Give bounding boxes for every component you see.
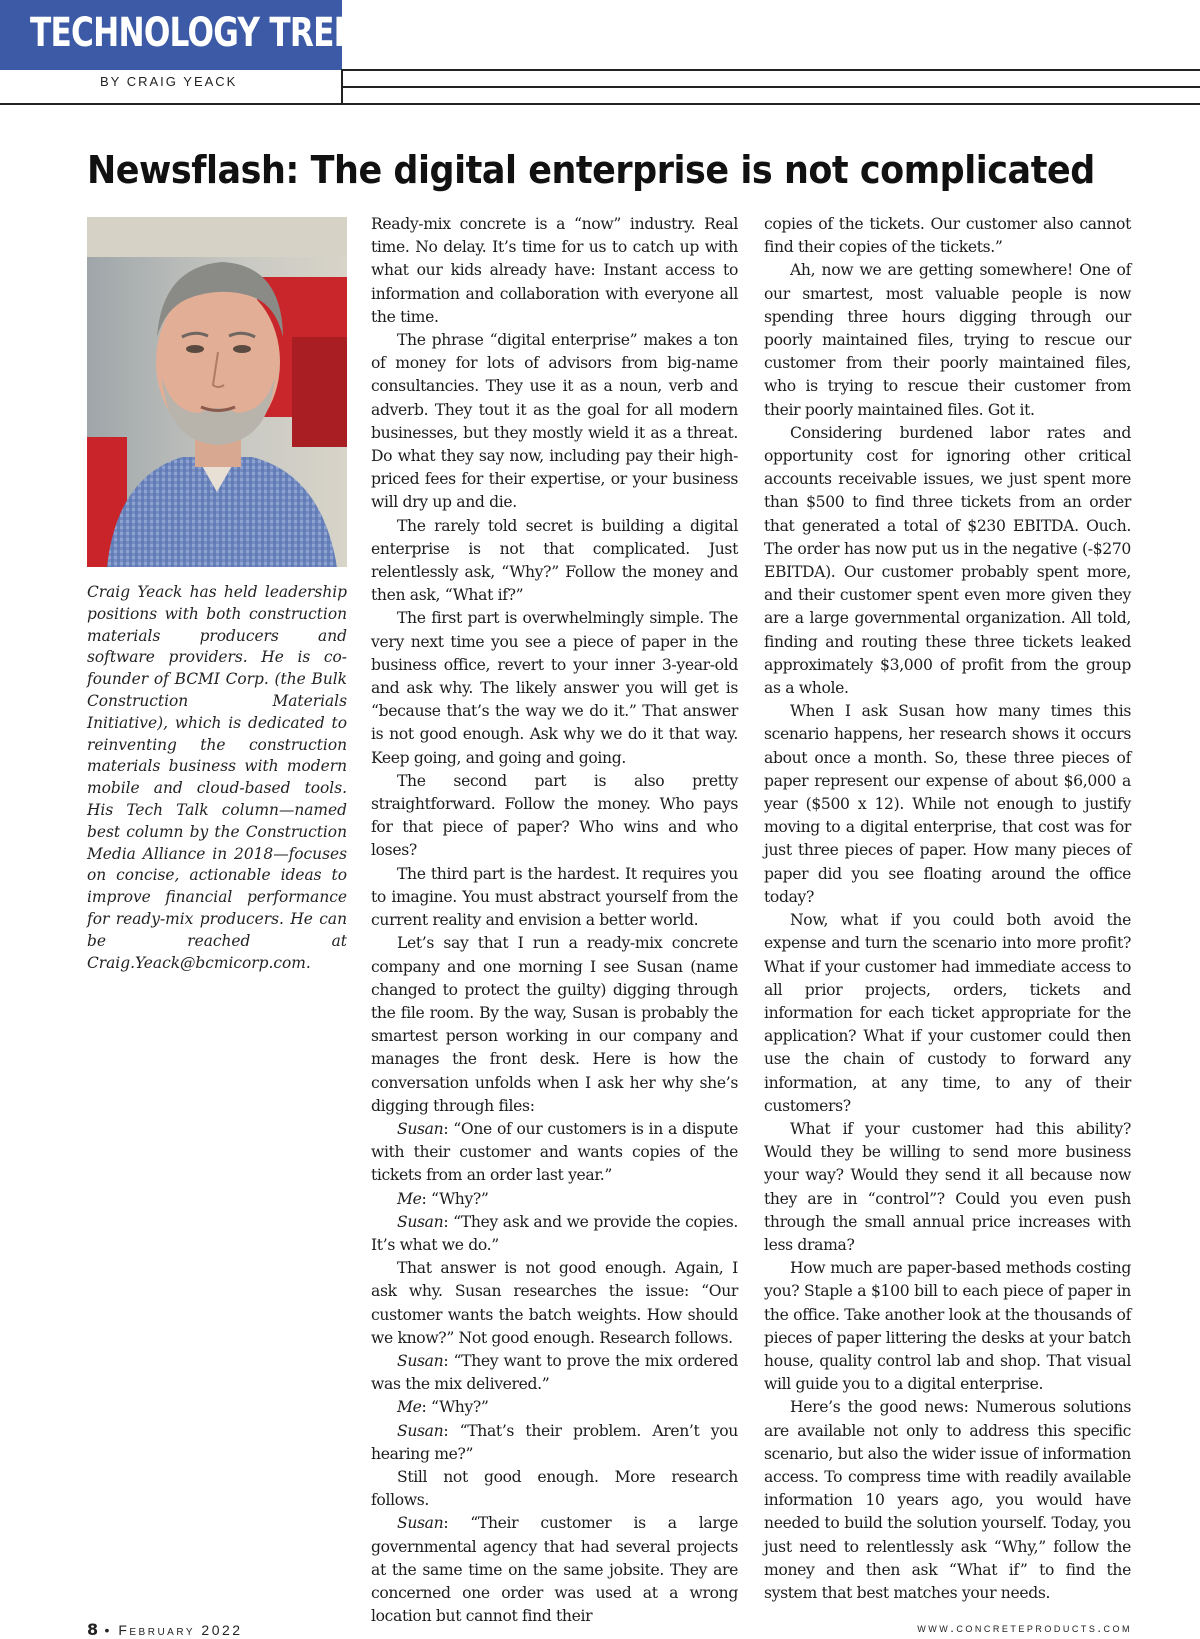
speaker-name: Me bbox=[397, 1189, 422, 1208]
paragraph-text: The phrase “digital enterprise” makes a ton of money for lots of advisors from big-name consultancies. They use it as a noun, verb and adverb. They tout it as the goal for all modern businesses, but they mostly wield it as a threat. Do what they say now, including pay their high-priced fees for their expertise, or your business will dry up and die. bbox=[371, 331, 738, 512]
speaker-name: Me bbox=[397, 1398, 422, 1417]
body-paragraph bbox=[764, 1396, 1131, 1605]
paragraph-text: Considering burdened labor rates and opportunity cost for ignoring other critical accounts receivable issues, we just spent more than $500 to find three tickets from an order that generated a total of $230 EBITDA. Ouch. The order has now put us in the negative (-$270 EBITDA). Our customer probably spent more, and their customer spent even more given they are a large governmental organization. All told, finding and routing these three tickets leaked approximately $3,000 of profit from the group as a whole. bbox=[764, 423, 1131, 698]
paragraph-text: : “They want to prove the mix ordered was the mix delivered.” bbox=[371, 1351, 738, 1394]
paragraph-text: The first part is overwhelmingly simple. The very next time you see a piece of paper in the business office, revert to your inner 3-year-old and ask why. The likely answer you will get is “because that’s the way we do it.” That answer is not good enough. Ask why we do it that way. Keep going, and going and going. bbox=[371, 609, 738, 767]
paragraph-text: : “Why?” bbox=[421, 1189, 489, 1208]
byline: BY CRAIG YEACK bbox=[100, 74, 238, 89]
paragraph-text: : “They ask and we provide the copies. It’s what we do.” bbox=[371, 1212, 738, 1254]
author-photo bbox=[87, 217, 347, 567]
paragraph-text: Here’s the good news: Numerous solutions are available not only to address this specific scenario, but also the wider issue of information access. To compress time with readily available information 10 years ago, you would have needed to build the solution yourself. Today, you just need to relentlessly ask “Why,” follow the money and then ask “What if” to find the system that best matches your needs. bbox=[764, 1398, 1131, 1602]
author-bio: Craig Yeack has held leadership positions with both construction materials producers and software providers. He is co-founder of BCMI Corp. (the Bulk Construction Materials Initiative), which is dedicated to reinventing the construction materials business with modern mobile and cloud-based tools. His Tech Talk column—named best column by the Construction Media Alliance in 2018—focuses on concise, actionable ideas to improve financial performance for ready-mix producers. He can be reached at Craig.Yeack@bcmicorp.com. bbox=[87, 583, 347, 972]
paragraph-text: Let’s say that I run a ready-mix concrete company and one morning I see Susan (name changed to protect the guilty) digging through the file room. By the way, Susan is probably the smartest person working in our company and manages the front desk. Here is how the conversation unfolds when I ask her why she’s digging through files: bbox=[371, 934, 738, 1115]
header-divider bbox=[341, 69, 343, 104]
paragraph-text: : “One of our customers is in a dispute with their customer and wants copies of the tickets from an order last year.” bbox=[371, 1119, 738, 1185]
body-paragraph bbox=[764, 700, 1131, 909]
body-paragraph bbox=[764, 259, 1131, 421]
body-paragraph bbox=[371, 932, 738, 1118]
body-paragraph bbox=[371, 1466, 738, 1512]
body-paragraph bbox=[371, 1350, 738, 1396]
body-paragraph bbox=[371, 1188, 738, 1211]
body-paragraph bbox=[371, 607, 738, 769]
body-paragraph bbox=[371, 863, 738, 933]
article-headline: Newsflash: The digital enterprise is not complicated bbox=[87, 148, 1095, 192]
paragraph-text: Ah, now we are getting somewhere! One of our smartest, most valuable people is now spending three hours digging through our poorly maintained files, trying to rescue our customer from their poorly maintained files, who is trying to rescue their customer from their poorly maintained files. Got it. bbox=[764, 261, 1131, 419]
paragraph-text: Ready-mix concrete is a “now” industry. Real time. No delay. It’s time for us to catch up with what our kids already have: Instant access to information and collaboration with everyone all the time. bbox=[371, 215, 738, 326]
body-column-2 bbox=[764, 213, 1131, 1605]
body-paragraph bbox=[764, 422, 1131, 700]
issue-date: February 2022 bbox=[118, 1622, 243, 1638]
body-paragraph bbox=[764, 909, 1131, 1118]
footer-bullet: • bbox=[104, 1622, 112, 1638]
body-paragraph bbox=[371, 1118, 738, 1188]
paragraph-text: : “Their customer is a large governmental agency that had several projects at the same time on the same jobsite. They are concerned one order was used at a wrong location but cannot find their bbox=[371, 1514, 738, 1626]
paragraph-text: Now, what if you could both avoid the expense and turn the scenario into more profit? What if your customer had immediate access to all prior projects, orders, tickets and information for each ticket appropriate for the application? What if your customer could then use the chain of custody to forward any information, at any time, to any of their customers? bbox=[764, 911, 1131, 1115]
speaker-name: Susan bbox=[397, 1212, 444, 1231]
header-rule-mid bbox=[342, 86, 1200, 88]
paragraph-text: copies of the tickets. Our customer also cannot find their copies of the tickets.” bbox=[764, 215, 1131, 257]
header-rule-top bbox=[342, 69, 1200, 71]
body-paragraph bbox=[371, 329, 738, 515]
header-rule-bottom bbox=[0, 103, 1200, 105]
paragraph-text: Still not good enough. More research follows. bbox=[371, 1467, 738, 1510]
paragraph-text: : “That’s their problem. Aren’t you hearing me?” bbox=[371, 1421, 738, 1463]
speaker-name: Susan bbox=[397, 1351, 444, 1370]
body-paragraph bbox=[371, 770, 738, 863]
speaker-name: Susan bbox=[397, 1119, 444, 1138]
body-paragraph bbox=[764, 1257, 1131, 1396]
body-paragraph bbox=[371, 1396, 738, 1419]
paragraph-text: The rarely told secret is building a digital enterprise is not that complicated. Just relentlessly ask, “Why?” Follow the money and then ask, “What if?” bbox=[371, 516, 738, 605]
paragraph-text: The second part is also pretty straightforward. Follow the money. Who pays for that piece of paper? Who wins and who loses? bbox=[371, 771, 738, 860]
paragraph-text: That answer is not good enough. Again, I ask why. Susan researches the issue: “Our customer wants the batch weights. How should we know?” Not good enough. Research follows. bbox=[371, 1259, 738, 1347]
footer-website: www.concreteproducts.com bbox=[917, 1620, 1132, 1635]
body-column-1 bbox=[371, 213, 738, 1628]
paragraph-text: What if your customer had this ability? Would they be willing to send more business your way? Would they send it all because now they are in “control”? Could you even push through the small annual price increases with less drama? bbox=[764, 1119, 1131, 1254]
paragraph-text: : “Why?” bbox=[421, 1398, 489, 1417]
body-paragraph bbox=[371, 1211, 738, 1257]
paragraph-text: The third part is the hardest. It requires you to imagine. You must abstract yourself from the current reality and envision a better world. bbox=[371, 864, 738, 930]
section-title: TECHNOLOGY TRENDS bbox=[30, 10, 406, 56]
body-paragraph bbox=[371, 1420, 738, 1466]
paragraph-text: How much are paper-based methods costing you? Staple a $100 bill to each piece of paper in the office. Take another look at the thousands of pieces of paper littering the desks at your batch house, quality control lab and shop. That visual will guide you to a digital enterprise. bbox=[764, 1259, 1131, 1394]
footer-issue bbox=[87, 1620, 243, 1639]
section-banner bbox=[0, 0, 406, 70]
body-paragraph bbox=[371, 1257, 738, 1350]
body-paragraph bbox=[764, 213, 1131, 259]
body-paragraph bbox=[371, 515, 738, 608]
body-paragraph bbox=[371, 213, 738, 329]
speaker-name: Susan bbox=[397, 1514, 444, 1533]
body-paragraph bbox=[764, 1118, 1131, 1257]
speaker-name: Susan bbox=[397, 1421, 444, 1440]
paragraph-text: When I ask Susan how many times this scenario happens, her research shows it occurs about once a month. So, these three pieces of paper represent our expense of about $6,000 a year ($500 x 12). While not enough to justify moving to a digital enterprise, that cost was for just three pieces of paper. How many pieces of paper did you see floating around the office today? bbox=[764, 702, 1131, 906]
body-paragraph bbox=[371, 1512, 738, 1628]
page-number: 8 bbox=[87, 1620, 99, 1639]
